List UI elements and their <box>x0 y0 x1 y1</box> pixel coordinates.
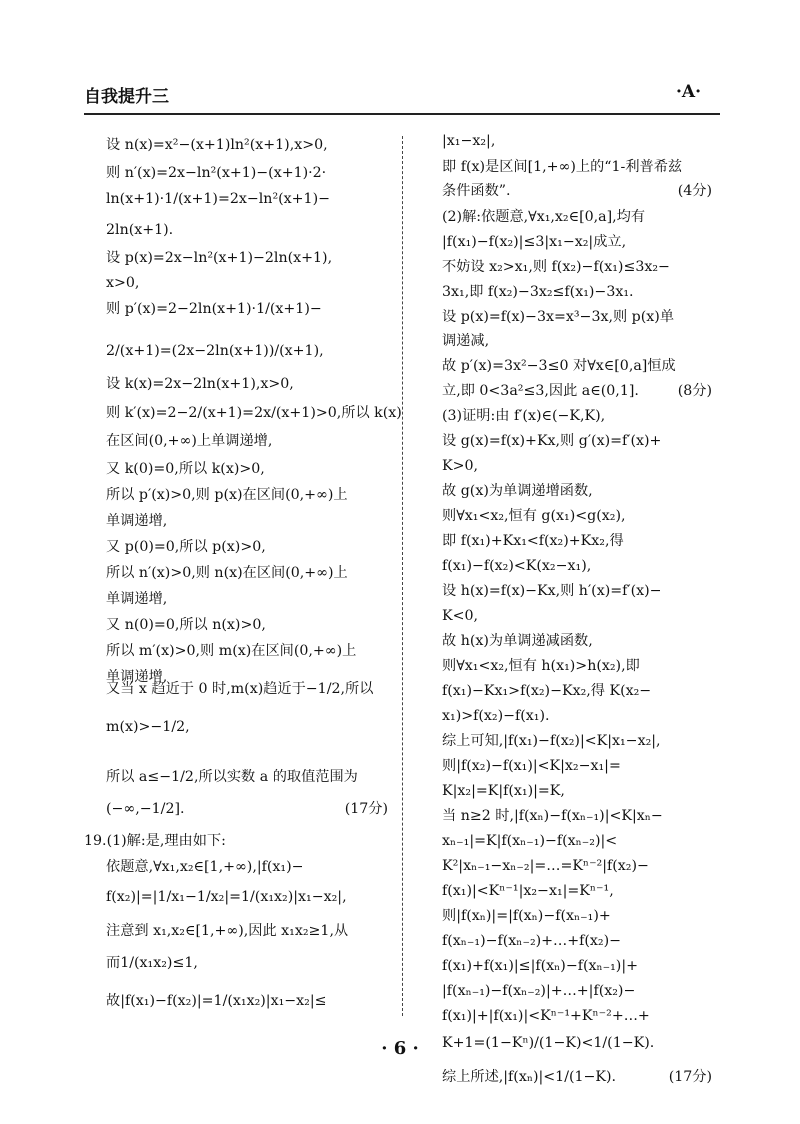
text-fragment: 条件函数”. <box>442 183 511 199</box>
question-number: 19.(1)解:是,理由如下: <box>84 833 226 849</box>
score-label: (17分) <box>668 1069 712 1085</box>
text-line: 在区间(0,+∞)上单调递增, <box>106 433 273 449</box>
column-divider <box>402 136 403 1016</box>
text-line <box>442 182 712 200</box>
text-line: |f(xₙ₋₁)−f(xₙ₋₂)|+…+|f(x₂)− <box>442 983 636 999</box>
header-rule <box>84 113 720 115</box>
text-line: 则|f(xₙ)|=|f(xₙ)−f(xₙ₋₁)+ <box>442 908 611 924</box>
text-line: f(x₁)|+|f(x₁)|<Kⁿ⁻¹+Kⁿ⁻²+…+ <box>442 1008 650 1024</box>
text-line: 综上可知,|f(x₁)−f(x₂)|<K|x₁−x₂|, <box>442 733 661 749</box>
text-line: 即 f(x)是区间[1,+∞)上的“1-利普希兹 <box>442 159 683 175</box>
text-line: 又 n(0)=0,所以 n(x)>0, <box>106 617 266 633</box>
version-mark: ·A· <box>676 82 702 102</box>
text-line: K²|xₙ₋₁−xₙ₋₂|=…=Kⁿ⁻²|f(x₂)− <box>442 858 649 874</box>
text-fragment: 综上所述,|f(xₙ)|<1/(1−K). <box>442 1069 617 1085</box>
text-line: 当 n≥2 时,|f(xₙ)−f(xₙ₋₁)|<K|xₙ− <box>442 808 663 824</box>
text-line: f(x₁)|<Kⁿ⁻¹|x₂−x₁|=Kⁿ⁻¹, <box>442 883 614 899</box>
text-line: 所以 m′(x)>0,则 m(x)在区间(0,+∞)上 <box>106 643 357 659</box>
text-fragment: 立,即 0<3a²≤3,因此 a∈(0,1]. <box>442 383 639 399</box>
text-line: x>0, <box>106 275 140 291</box>
text-line: 则∀x₁<x₂,恒有 g(x₁)<g(x₂), <box>442 508 626 524</box>
text-line: 3x₁,即 f(x₂)−3x₂≤f(x₁)−3x₁. <box>442 284 634 300</box>
text-line: 注意到 x₁,x₂∈[1,+∞),因此 x₁x₂≥1,从 <box>106 923 349 939</box>
text-line: 依题意,∀x₁,x₂∈[1,+∞),|f(x₁)− <box>106 859 304 875</box>
text-line: 故 p′(x)=3x²−3≤0 对∀x∈[0,a]恒成 <box>442 358 676 374</box>
text-line: 所以 a≤−1/2,所以实数 a 的取值范围为 <box>106 769 358 785</box>
text-line <box>442 382 712 400</box>
text-line: f(x₁)−Kx₁>f(x₂)−Kx₂,得 K(x₂− <box>442 683 652 699</box>
text-line: 设 p(x)=2x−ln²(x+1)−2ln(x+1), <box>106 250 333 266</box>
text-line: ln(x+1)·1/(x+1)=2x−ln²(x+1)− <box>106 191 331 207</box>
text-line: 所以 p′(x)>0,则 p(x)在区间(0,+∞)上 <box>106 487 348 503</box>
text-line: f(x₂)|=|1/x₁−1/x₂|=1/(x₁x₂)|x₁−x₂|, <box>106 889 347 905</box>
text-line: 故 g(x)为单调递增函数, <box>442 483 593 499</box>
text-line <box>442 1068 712 1086</box>
text-line: (3)证明:由 f′(x)∈(−K,K), <box>442 408 606 424</box>
score-label: (4分) <box>677 183 712 199</box>
text-line: 单调递增, <box>106 669 168 685</box>
text-line: f(xₙ₋₁)−f(xₙ₋₂)+…+f(x₂)− <box>442 933 622 949</box>
text-line: K>0, <box>442 458 479 474</box>
score-label: (17分) <box>344 801 388 817</box>
text-line: K|x₂|=K|f(x₁)|=K, <box>442 783 565 799</box>
text-line: 设 k(x)=2x−2ln(x+1),x>0, <box>106 376 294 392</box>
page-number: · 6 · <box>381 1038 419 1059</box>
text-line: K<0, <box>442 608 479 624</box>
text-line: 不妨设 x₂>x₁,则 f(x₂)−f(x₁)≤3x₂− <box>442 259 670 275</box>
text-line: 则∀x₁<x₂,恒有 h(x₁)>h(x₂),即 <box>442 658 640 674</box>
text-line: f(x₁)+f(x₁)|≤|f(xₙ)−f(xₙ₋₁)|+ <box>442 958 639 974</box>
text-line: 而1/(x₁x₂)≤1, <box>106 955 198 971</box>
text-line: x₁)>f(x₂)−f(x₁). <box>442 708 550 724</box>
interval-text: (−∞,−1/2]. <box>106 801 185 817</box>
text-line: 又 p(0)=0,所以 p(x)>0, <box>106 539 266 555</box>
text-line: 设 g(x)=f(x)+Kx,则 g′(x)=f′(x)+ <box>442 433 662 449</box>
text-line: xₙ₋₁|=K|f(xₙ₋₁)−f(xₙ₋₂)|< <box>442 833 618 849</box>
section-title: 自我提升三 <box>84 87 169 107</box>
text-line: 则 p′(x)=2−2ln(x+1)·1/(x+1)− <box>106 301 322 317</box>
text-line: |f(x₁)−f(x₂)|≤3|x₁−x₂|成立, <box>442 234 627 250</box>
text-line: f(x₁)−f(x₂)<K(x₂−x₁), <box>442 558 592 574</box>
text-line: 则 n′(x)=2x−ln²(x+1)−(x+1)·2· <box>106 165 327 181</box>
text-line <box>106 800 388 818</box>
text-line: 2ln(x+1). <box>106 222 174 238</box>
text-line: 设 p(x)=f(x)−3x=x³−3x,则 p(x)单 <box>442 309 675 325</box>
text-line: 2/(x+1)=(2x−2ln(x+1))/(x+1), <box>106 343 324 359</box>
text-line: 故|f(x₁)−f(x₂)|=1/(x₁x₂)|x₁−x₂|≤ <box>106 993 327 1009</box>
text-line: 则|f(x₂)−f(x₁)|<K|x₂−x₁|= <box>442 758 621 774</box>
text-line: 调递减, <box>442 333 490 349</box>
score-label: (8分) <box>677 383 712 399</box>
text-line: 即 f(x₁)+Kx₁<f(x₂)+Kx₂,得 <box>442 533 624 549</box>
text-line: 又当 x 趋近于 0 时,m(x)趋近于−1/2,所以 <box>106 681 374 697</box>
text-line: 单调递增, <box>106 513 168 529</box>
text-line: 则 k′(x)=2−2/(x+1)=2x/(x+1)>0,所以 k(x) <box>106 405 402 421</box>
text-line: 单调递增, <box>106 591 168 607</box>
text-line: (2)解:依题意,∀x₁,x₂∈[0,a],均有 <box>442 209 646 225</box>
text-line: m(x)>−1/2, <box>106 719 190 735</box>
text-line: 所以 n′(x)>0,则 n(x)在区间(0,+∞)上 <box>106 565 348 581</box>
text-line: 故 h(x)为单调递减函数, <box>442 633 593 649</box>
text-line: 设 n(x)=x²−(x+1)ln²(x+1),x>0, <box>106 137 328 153</box>
text-line: 设 h(x)=f(x)−Kx,则 h′(x)=f′(x)− <box>442 583 662 599</box>
text-line: 又 k(0)=0,所以 k(x)>0, <box>106 461 265 477</box>
text-line: K+1=(1−Kⁿ)/(1−K)<1/(1−K). <box>442 1035 655 1051</box>
text-line: |x₁−x₂|, <box>442 133 496 149</box>
